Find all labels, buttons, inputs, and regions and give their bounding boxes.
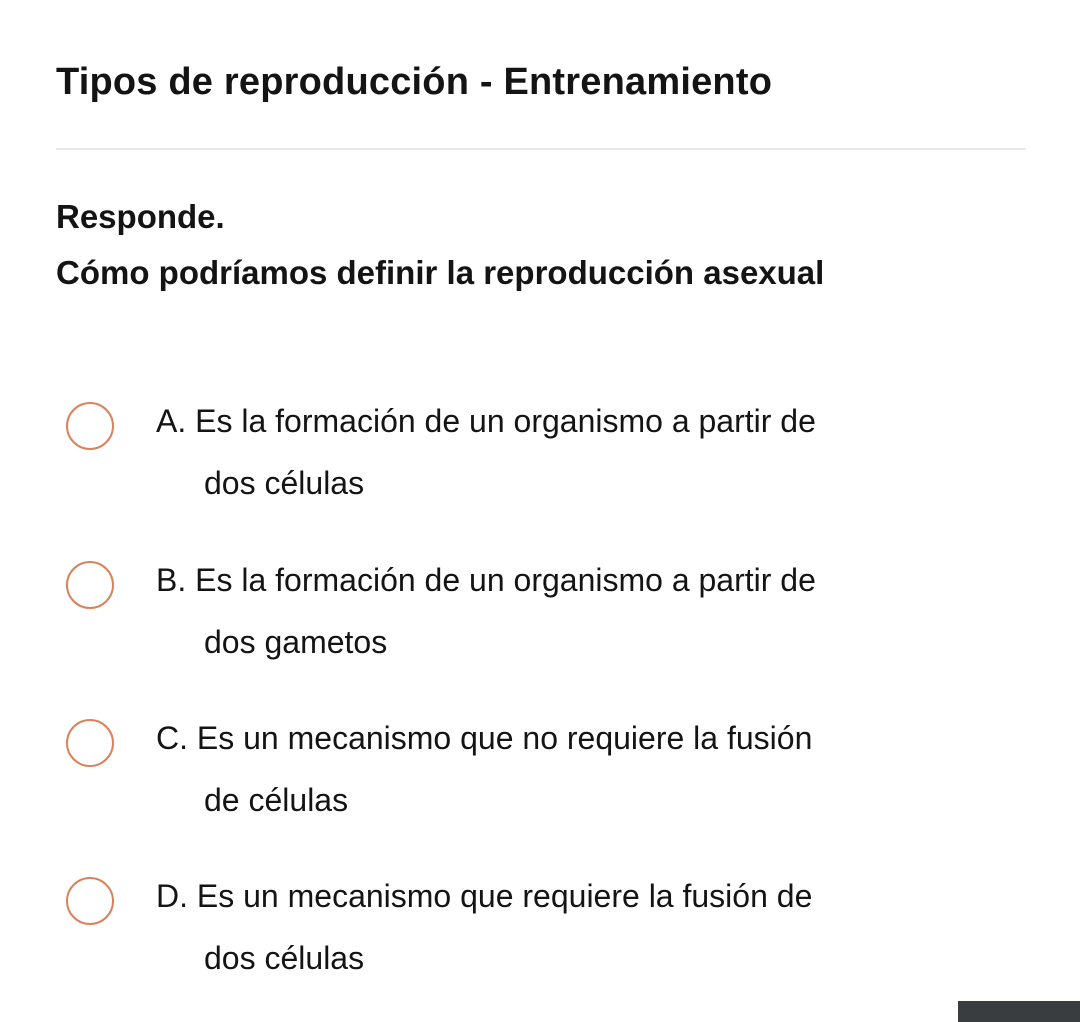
option-a[interactable] xyxy=(66,402,1026,542)
option-b[interactable] xyxy=(66,561,1026,701)
option-line-1: Es un mecanismo que no requiere la fusión xyxy=(196,720,813,756)
bottom-bar xyxy=(958,1001,1080,1022)
option-d[interactable] xyxy=(66,877,1026,1017)
question-text: Cómo podríamos definir la reproducción asexual xyxy=(56,254,825,291)
option-letter: D. xyxy=(156,878,188,914)
option-letter: B. xyxy=(156,562,187,598)
instruction-text: Responde. xyxy=(56,198,225,235)
radio-circle-icon[interactable] xyxy=(66,877,114,925)
option-line-2: dos células xyxy=(204,465,365,501)
radio-circle-icon[interactable] xyxy=(66,402,114,450)
option-c[interactable] xyxy=(66,719,1026,859)
radio-circle-icon[interactable] xyxy=(66,561,114,609)
option-a-label xyxy=(156,390,1016,514)
option-line-1: Es la formación de un organismo a partir de xyxy=(195,562,816,598)
option-line-2: dos gametos xyxy=(204,624,388,660)
option-line-1: Es un mecanismo que requiere la fusión de xyxy=(196,878,813,914)
option-b-label xyxy=(156,549,1016,673)
option-c-label xyxy=(156,707,1016,831)
divider xyxy=(56,148,1026,150)
radio-circle-icon[interactable] xyxy=(66,719,114,767)
option-letter: A. xyxy=(156,403,187,439)
option-line-2: de células xyxy=(204,782,349,818)
option-line-2: dos células xyxy=(204,940,365,976)
quiz-title: Tipos de reproducción - Entrenamiento xyxy=(56,61,773,103)
option-d-label xyxy=(156,865,1016,989)
option-line-1: Es la formación de un organismo a partir de xyxy=(195,403,816,439)
option-letter: C. xyxy=(156,720,188,756)
